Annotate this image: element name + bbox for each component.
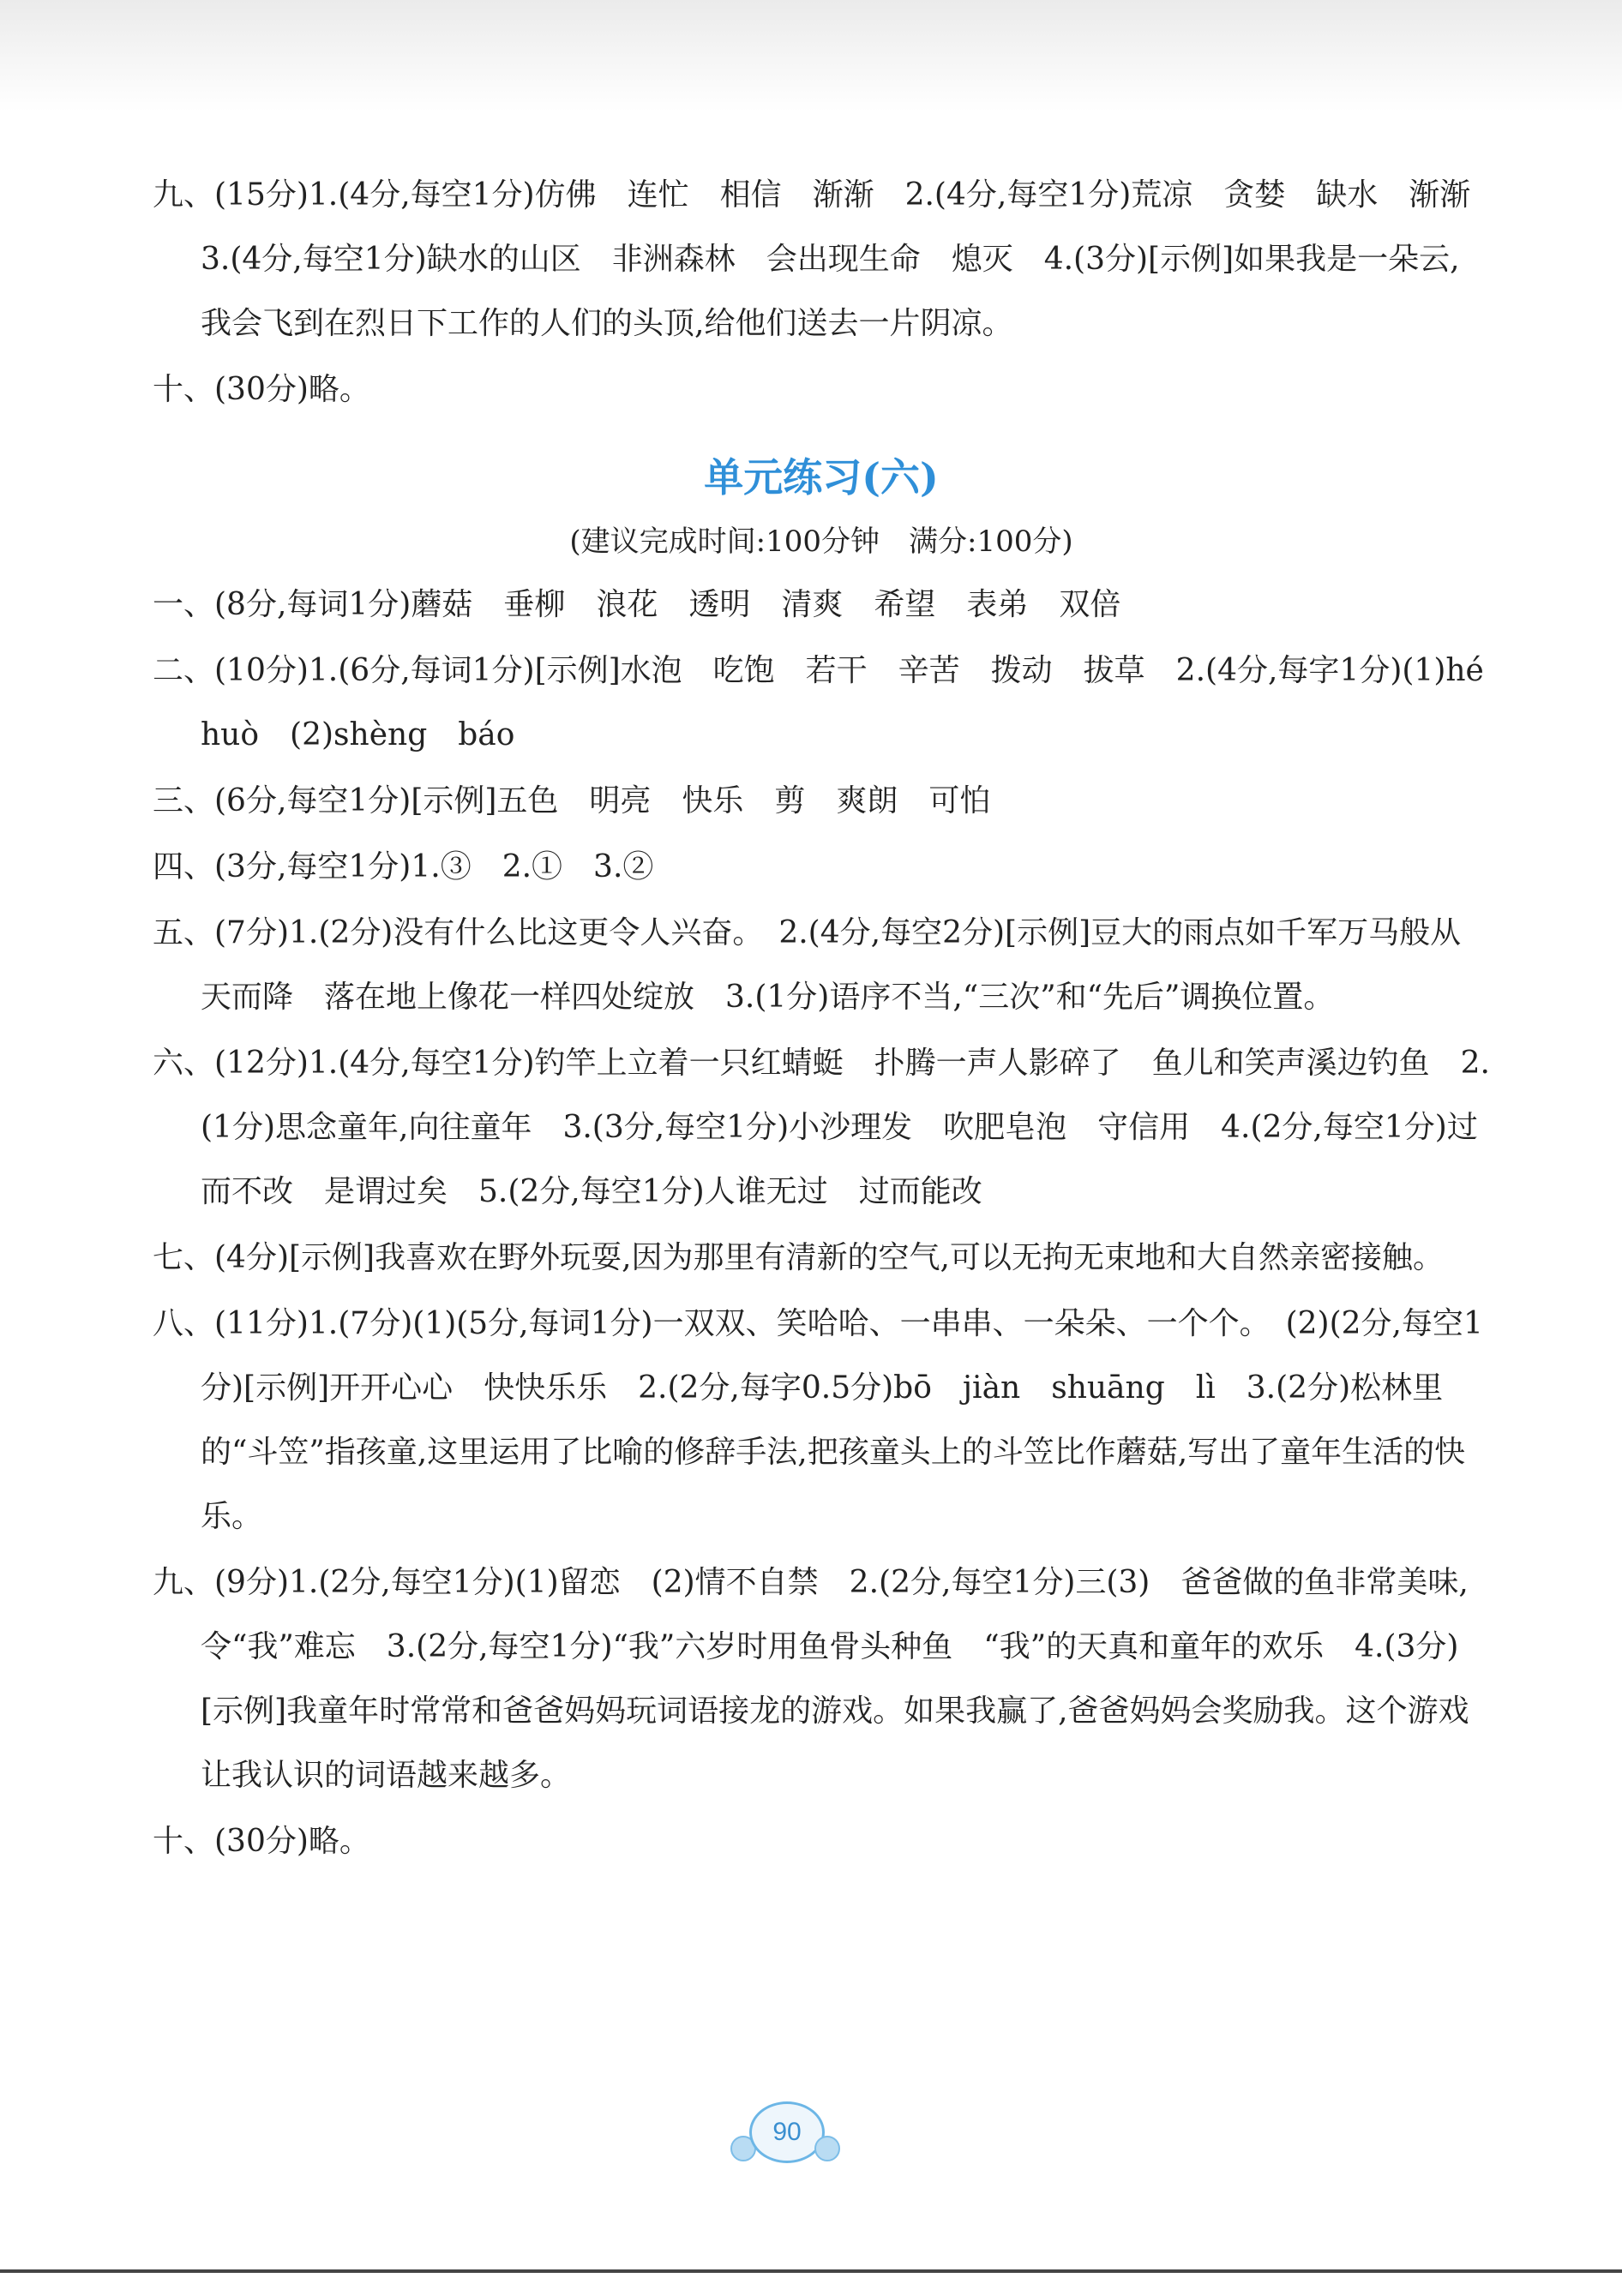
answer-item-10: 十、(30分)略。	[153, 1824, 370, 1859]
answer-item-2: 二、(10分)1.(6分,每词1分)[示例]水泡 吃饱 若干 辛苦 拨动 拔草 2.(4分,每字1分)(1)hé huò (2)shèng báo	[153, 653, 1515, 752]
answer-item-5: 五、(7分)1.(2分)没有什么比这更令人兴奋。 2.(4分,每空2分)[示例]豆大的雨点如千军万马般从天而降 落在地上像花一样四处绽放 3.(1分)语序不当,“三次”和“先后”调换位置。	[153, 915, 1462, 1015]
scan-shadow	[0, 0, 1622, 111]
answer-item-7: 七、(4分)[示例]我喜欢在野外玩耍,因为那里有清新的空气,可以无拘无束地和大自然亲密接触。	[153, 1240, 1444, 1275]
answer-item-9: 九、(9分)1.(2分,每空1分)(1)留恋 (2)情不自禁 2.(2分,每空1分)三(3) 爸爸做的鱼非常美味,令“我”难忘 3.(2分,每空1分)“我”六岁时用鱼骨头种鱼 “我”的天真和童年的欢乐 4.(3分)[示例]我童年时常常和爸爸妈妈玩词语接龙的游戏。如果我赢了,爸爸妈妈会奖励我。这个游戏让我认识的词语越来越多。	[153, 1565, 1469, 1793]
answer-content	[153, 163, 1515, 1873]
answer-item-8: 八、(11分)1.(7分)(1)(5分,每词1分)一双双、笑哈哈、一串串、一朵朵、一个个。 (2)(2分,每空1分)[示例]开开心心 快快乐乐 2.(2分,每字0.5分)bō jiàn shuāng lì 3.(2分)松林里的“斗笠”指孩童,这里运用了比喻的修辞手法,把孩童头上的斗笠比作蘑菇,写出了童年生活的快乐。	[153, 1306, 1483, 1534]
page-number: 90	[749, 2101, 825, 2163]
answer-item-6: 六、(12分)1.(4分,每空1分)钓竿上立着一只红蜻蜓 扑腾一声人影碎了 鱼儿和笑声溪边钓鱼 2.(1分)思念童年,向往童年 3.(3分,每空1分)小沙理发 吹肥皂泡 守信用 4.(2分,每空1分)过而不改 是谓过矣 5.(2分,每空1分)人谁无过 过而能改	[153, 1046, 1490, 1209]
answer-item-10-prev: 十、(30分)略。	[153, 372, 370, 407]
page-number-badge	[729, 2101, 840, 2167]
bottom-rule	[0, 2269, 1622, 2273]
answer-item-1: 一、(8分,每词1分)蘑菇 垂柳 浪花 透明 清爽 希望 表弟 双倍	[153, 587, 1121, 622]
section-title: 单元练习(六)	[704, 454, 939, 501]
answer-item-4: 四、(3分,每空1分)1.③ 2.① 3.②	[153, 849, 654, 884]
section-subtitle: (建议完成时间:100分钟 满分:100分)	[569, 525, 1073, 559]
answer-item-9-prev: 九、(15分)1.(4分,每空1分)仿佛 连忙 相信 渐渐 2.(4分,每空1分)荒凉 贪婪 缺水 渐渐 3.(4分,每空1分)缺水的山区 非洲森林 会出现生命 熄灭 4.(3分)[示例]如果我是一朵云,我会飞到在烈日下工作的人们的头顶,给他们送去一片阴凉。	[153, 177, 1502, 341]
bubble-right-icon	[814, 2136, 840, 2161]
answer-item-3: 三、(6分,每空1分)[示例]五色 明亮 快乐 剪 爽朗 可怕	[153, 783, 991, 818]
